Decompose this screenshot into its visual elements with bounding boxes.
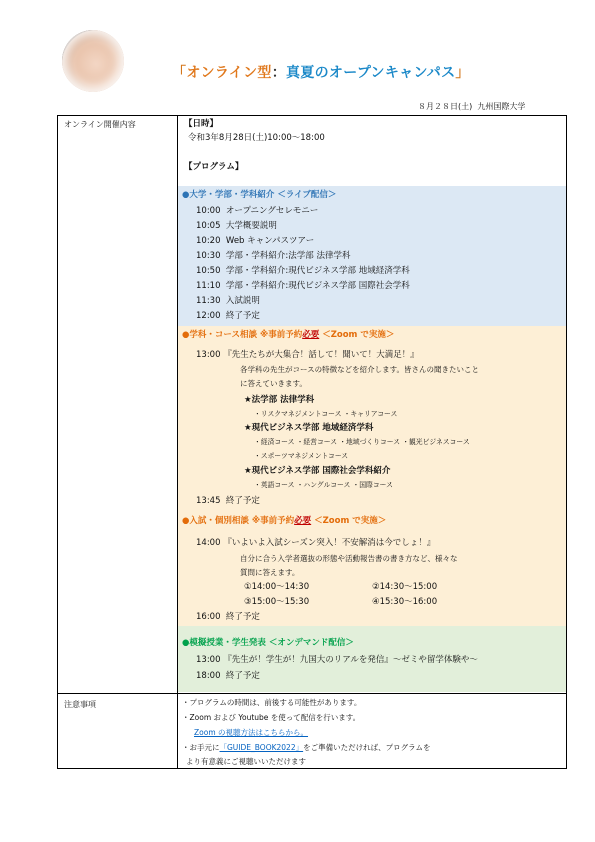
exam-slot: ④15:30～16:00	[372, 597, 438, 607]
course-desc-2: に答えていきます。	[240, 379, 307, 388]
date-value: 令和3年8月28日(土)10:00～18:00	[188, 133, 325, 143]
exam-end-line	[196, 613, 260, 622]
course-end-time: 13:45	[196, 496, 221, 506]
exam-heading-suffix: ＜Zoom で実施＞	[311, 516, 387, 526]
exam-start-line	[196, 539, 435, 548]
event-date: ８月２８日(土)	[418, 102, 473, 111]
schedule-text: 入試説明	[225, 296, 260, 306]
row-divider	[58, 693, 566, 694]
note-line-2: ・Zoom および Youtube を使って配信を行います。	[182, 713, 361, 722]
schedule-time: 10:30	[196, 251, 221, 261]
course-desc-1: 各学科の先生がコースの特徴などを紹介します。皆さんの聞きたいこと	[240, 365, 480, 374]
schedule-text: Web キャンパスツアー	[225, 236, 315, 246]
schedule-time: 11:10	[196, 281, 221, 291]
title-close-bracket: 」	[455, 65, 470, 81]
course-start-time: 13:00	[196, 350, 221, 360]
course-title: 『先生たちが大集合！話して！聞いて！大満足！』	[223, 350, 419, 360]
date-university-line	[418, 101, 525, 112]
exam-slot: ③15:00～15:30	[244, 597, 310, 607]
section-exam-heading	[182, 517, 386, 526]
course-end-text: 終了予定	[225, 496, 260, 506]
demand-text: 『先生が！学生が！九国大のリアルを発信』～ゼミや留学体験や～	[223, 655, 478, 665]
dept-regional-economics-courses-1: ・経済コース ・経営コース ・地域づくりコース ・観光ビジネスコース	[254, 438, 470, 446]
exam-title: 『いよいよ入試シーズン突入！不安解消は今でしょ！』	[223, 538, 436, 548]
schedule-item	[196, 282, 410, 291]
course-start-line	[196, 351, 419, 360]
course-reservation-required: 必要	[302, 330, 320, 340]
schedule-item	[196, 267, 410, 276]
schedule-text: 学部・学科紹介:現代ビジネス学部 国際社会学科	[225, 281, 410, 291]
demand-time: 13:00	[196, 655, 221, 665]
note-line-4	[182, 744, 431, 752]
course-heading-prefix: ●学科・コース相談 ※事前予約	[182, 330, 303, 340]
demand-end-line	[196, 672, 260, 681]
guide-book-link[interactable]: 「GUIDE_BOOK2022」	[219, 743, 304, 752]
demand-line	[196, 656, 478, 665]
schedule-item	[196, 237, 314, 246]
page-title	[172, 62, 470, 82]
label-notes: 注意事項	[64, 700, 96, 709]
schedule-text: 大学概要説明	[225, 221, 277, 231]
dept-law: ★法学部 法律学科	[244, 395, 315, 405]
schedule-time: 10:20	[196, 236, 221, 246]
schedule-text: オープニングセレモニー	[225, 206, 319, 216]
title-summer-open-campus: 真夏のオープンキャンパス	[286, 65, 456, 81]
note-line-1: ・プログラムの時間は、前後する可能性があります。	[182, 698, 362, 707]
section-course-heading	[182, 331, 394, 340]
exam-start-time: 14:00	[196, 538, 221, 548]
exam-end-text: 終了予定	[225, 612, 260, 622]
schedule-item	[196, 222, 277, 231]
exam-slot: ①14:00～14:30	[244, 582, 310, 592]
label-online-content: オンライン開催内容	[64, 120, 136, 129]
title-open-bracket: 「	[172, 65, 187, 81]
dept-international-society: ★現代ビジネス学部 国際社会学科紹介	[244, 466, 391, 476]
demand-end-text: 終了予定	[225, 671, 260, 681]
section-intro-heading: ●大学・学部・学科紹介 ＜ライブ配信＞	[182, 190, 337, 200]
schedule-time: 11:30	[196, 296, 221, 306]
dept-regional-economics-courses-2: ・スポーツマネジメントコース	[254, 452, 349, 460]
schedule-time: 12:00	[196, 311, 221, 321]
course-end-line	[196, 497, 260, 506]
program-heading: 【プログラム】	[184, 162, 244, 172]
schedule-text: 学部・学科紹介:現代ビジネス学部 地域経済学科	[225, 266, 410, 276]
exam-reservation-required: 必要	[294, 516, 312, 526]
note-line-5: より有意義にご視聴いいただけます	[186, 757, 306, 766]
dept-international-society-courses: ・英語コース ・ハングルコース ・国際コース	[254, 481, 393, 489]
schedule-item	[196, 207, 318, 216]
schedule-text: 学部・学科紹介:法学部 法律学科	[225, 251, 351, 261]
schedule-text: 終了予定	[225, 311, 260, 321]
schedule-time: 10:00	[196, 206, 221, 216]
dept-law-courses: ・リスクマネジメントコース ・キャリアコース	[254, 410, 398, 418]
schedule-item	[196, 297, 260, 306]
zoom-howto-link[interactable]: Zoom の視聴方法はこちらから。	[194, 728, 309, 737]
title-separator: ：	[271, 65, 287, 81]
note-line-4-prefix: ・お手元に	[182, 743, 220, 752]
title-online: オンライン型	[186, 65, 272, 81]
date-heading: 【日時】	[184, 119, 219, 129]
university-name: 九州国際大学	[477, 102, 526, 111]
schedule-item	[196, 312, 260, 321]
demand-end-time: 18:00	[196, 671, 221, 681]
presenter-photo	[62, 30, 124, 92]
schedule-item	[196, 252, 350, 261]
exam-desc-2: 質問に答えます。	[240, 568, 300, 577]
exam-slot: ②14:30～15:00	[372, 582, 438, 592]
section-demand-heading: ●模擬授業・学生発表 ＜オンデマンド配信＞	[182, 638, 354, 648]
exam-desc-1: 自分に合う入学者選抜の形態や活動報告書の書き方など、様々な	[240, 554, 458, 563]
program-table	[57, 115, 567, 769]
dept-regional-economics: ★現代ビジネス学部 地域経済学科	[244, 423, 374, 433]
exam-end-time: 16:00	[196, 612, 221, 622]
course-heading-suffix: ＜Zoom で実施＞	[319, 330, 395, 340]
schedule-time: 10:05	[196, 221, 221, 231]
schedule-time: 10:50	[196, 266, 221, 276]
exam-heading-prefix: ●入試・個別相談 ※事前予約	[182, 516, 295, 526]
note-line-4-suffix: をご準備いただければ、プログラムを	[303, 743, 431, 752]
